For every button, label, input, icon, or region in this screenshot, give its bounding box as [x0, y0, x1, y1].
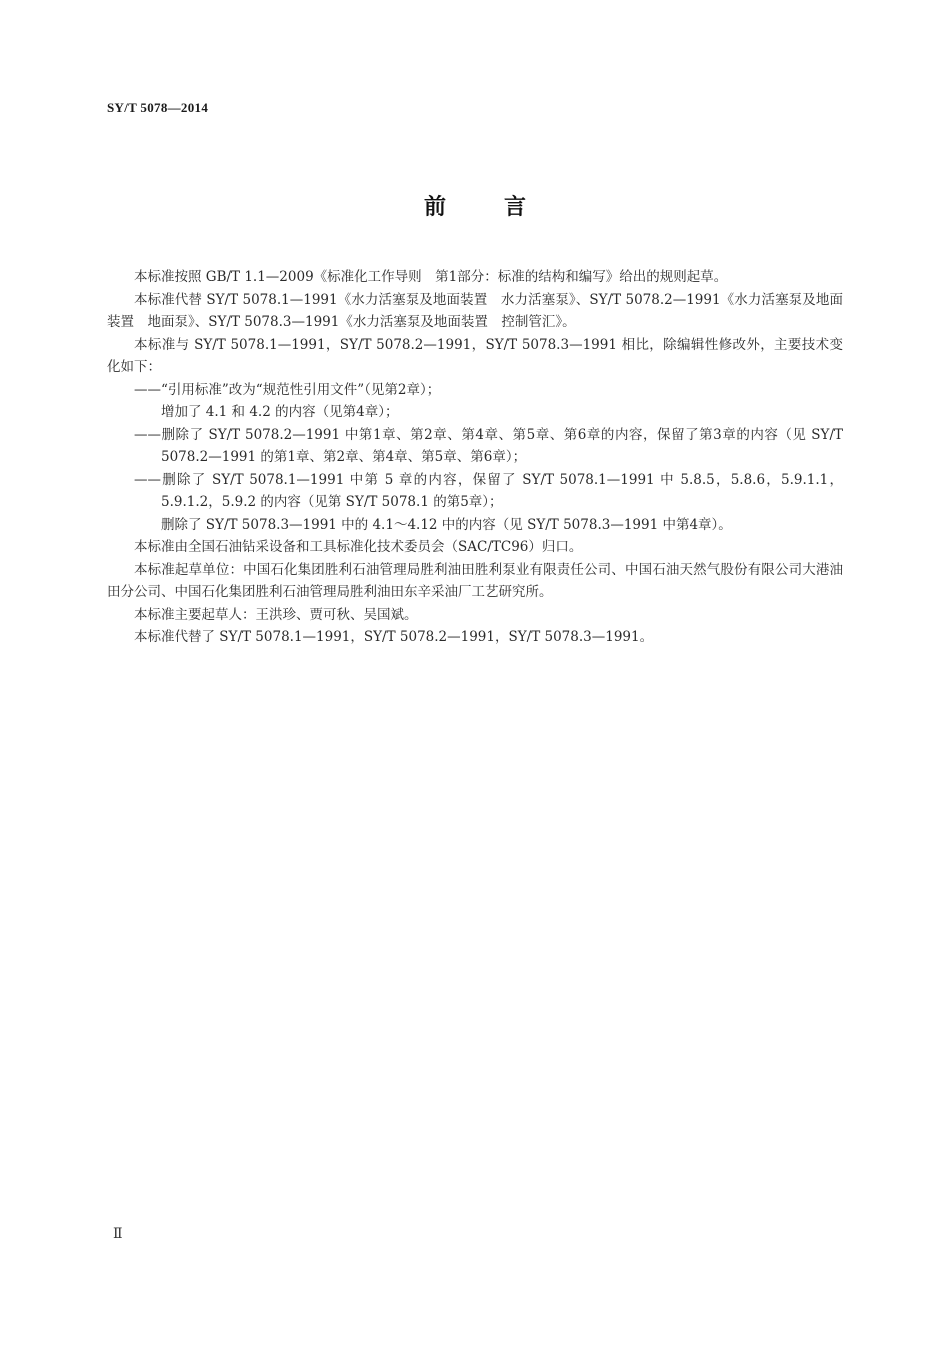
paragraph-comparison: 本标准与 SY/T 5078.1—1991，SY/T 5078.2—1991，SY/T 5078.3—1991 相比，除编辑性修改外，主要技术变化如下： — [107, 336, 843, 375]
paragraph-drafters: 本标准主要起草人：王洪珍、贾可秋、吴国斌。 — [134, 606, 418, 623]
paragraph-replaces: 本标准代替 SY/T 5078.1—1991《水力活塞泵及地面装置 水力活塞泵》、SY/T 5078.2—1991《水力活塞泵及地面装置 地面泵》、SY/T 5078.3—1991《水力活塞泵及地面装置 控制管汇》。 — [107, 291, 843, 330]
paragraph-committee: 本标准由全国石油钻采设备和工具标准化技术委员会（SAC/TC96）归口。 — [134, 539, 583, 555]
paragraph-drafting-rules: 本标准按照 GB/T 1.1—2009《标准化工作导则 第1部分：标准的结构和编写》给出的规则起草。 — [134, 269, 728, 285]
change-item-2: 增加了 4.1 和 4.2 的内容（见第4章）； — [161, 404, 399, 420]
paragraph-drafting-units: 本标准起草单位：中国石化集团胜利石油管理局胜利油田胜利泵业有限责任公司、中国石油天然气股份有限公司大港油田分公司、中国石化集团胜利石油管理局胜利油田东辛采油厂工艺研究所。 — [107, 561, 843, 600]
change-item-4: ——删除了 SY/T 5078.1—1991 中第 5 章的内容，保留了 SY/T 5078.1—1991 中 5.8.5，5.8.6，5.9.1.1，5.9.1.2，5.9.2 的内容（见第 SY/T 5078.1 的第5章）； — [134, 471, 843, 510]
document-body — [107, 266, 843, 649]
change-item-3: ——删除了 SY/T 5078.2—1991 中第1章、第2章、第4章、第5章、第6章的内容，保留了第3章的内容（见 SY/T 5078.2—1991 的第1章、第2章、第4章、第5章、第6章）； — [134, 426, 843, 465]
page-title: 前言 — [423, 195, 584, 220]
change-item-1: ——“引用标准”改为“规范性引用文件”（见第2章）； — [134, 381, 441, 398]
standard-code: SY/T 5078—2014 — [107, 100, 209, 115]
page-number: Ⅱ — [113, 1227, 123, 1242]
change-item-5: 删除了 SY/T 5078.3—1991 中的 4.1～4.12 中的内容（见 SY/T 5078.3—1991 中第4章）。 — [161, 516, 732, 533]
paragraph-supersedes: 本标准代替了 SY/T 5078.1—1991，SY/T 5078.2—1991，SY/T 5078.3—1991。 — [134, 629, 654, 645]
